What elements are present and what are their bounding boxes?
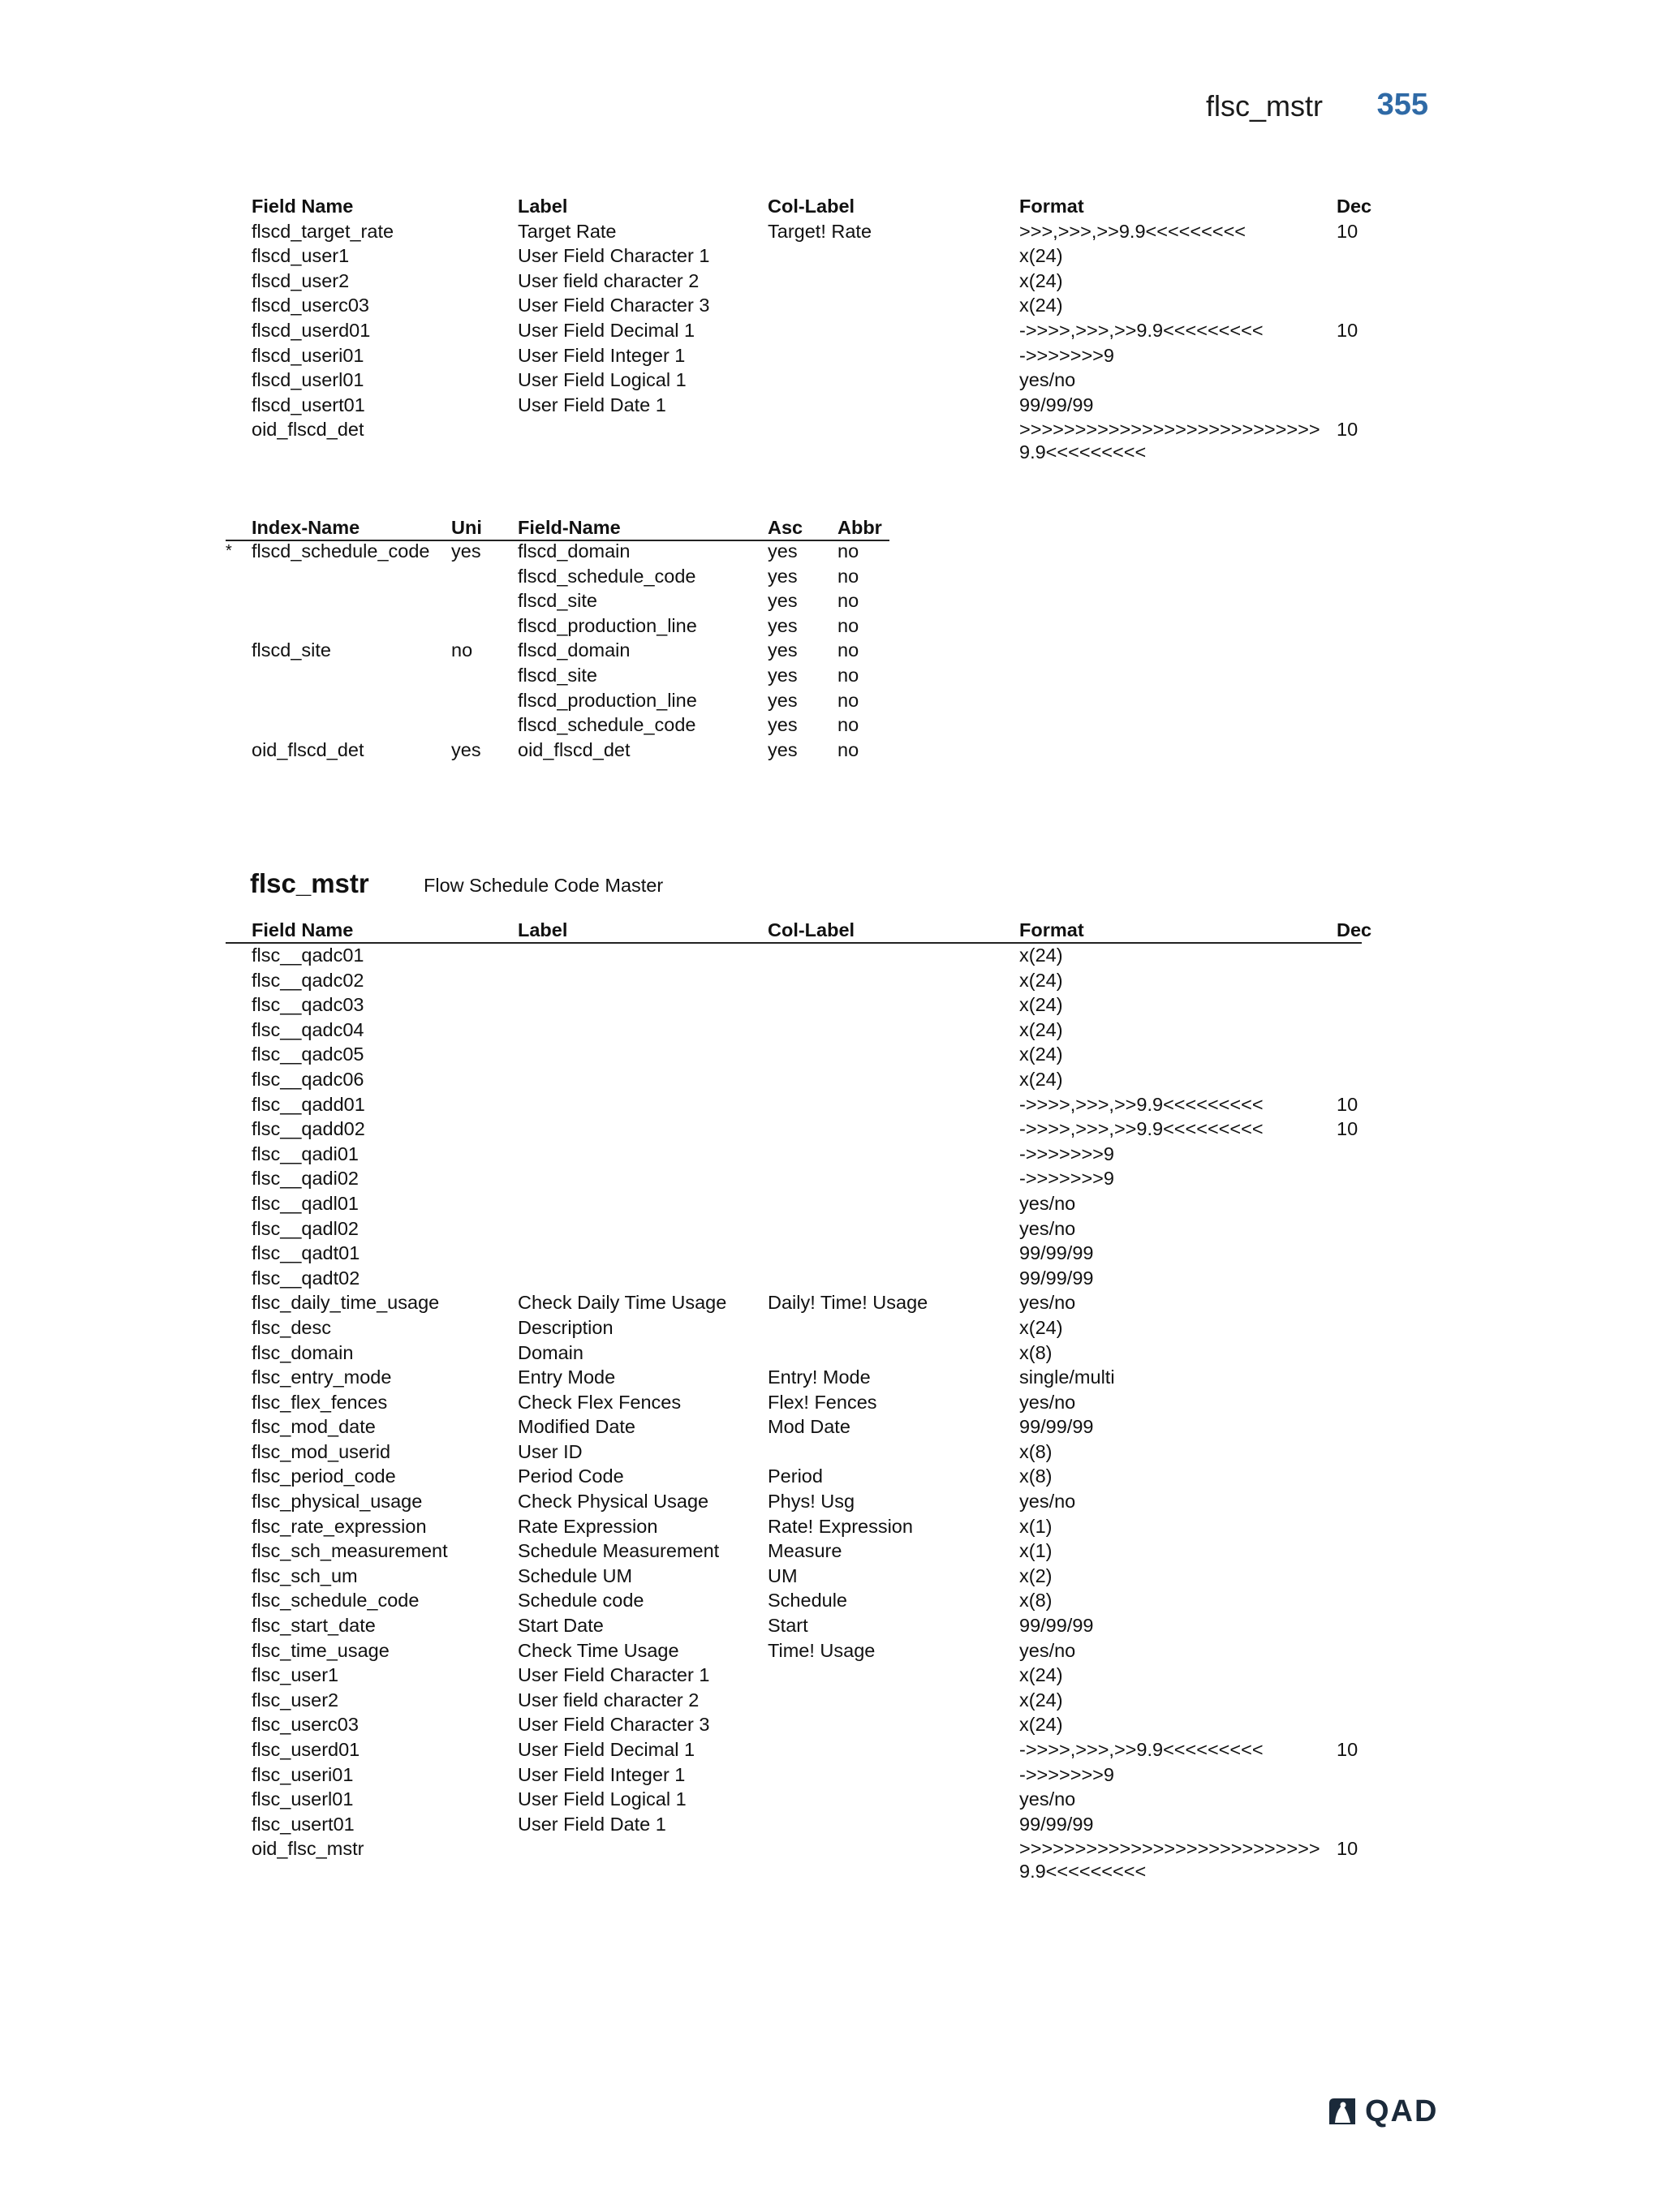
- col-label-cell: UM: [768, 1564, 798, 1586]
- field-name-cell: flscd_user2: [252, 269, 350, 291]
- field-name-cell: flsc_entry_mode: [252, 1366, 392, 1388]
- format-cell: x(8): [1019, 1465, 1053, 1487]
- col-label-cell: Measure: [768, 1540, 842, 1562]
- abbreviated-cell: no: [837, 689, 859, 711]
- format-cell: >>>,>>>,>>9.9<<<<<<<<<: [1019, 220, 1246, 242]
- ascending-cell: yes: [768, 738, 798, 760]
- field-name-cell: flsc_useri01: [252, 1763, 354, 1785]
- field-name-cell: flsc_mod_date: [252, 1416, 376, 1438]
- col-label-cell: Phys! Usg: [768, 1491, 855, 1513]
- format-cell: ->>>>,>>>,>>9.9<<<<<<<<<: [1019, 1118, 1264, 1140]
- header-field-name: Field Name: [252, 919, 354, 940]
- field-name-cell: flsc__qadc05: [252, 1044, 364, 1065]
- index-row: [226, 664, 891, 689]
- field-name-cell: flsc__qadt02: [252, 1267, 360, 1289]
- running-header-title: flsc_mstr: [1206, 89, 1323, 123]
- format-cell: ->>>>>>>9: [1019, 344, 1114, 366]
- format-cell: yes/no: [1019, 369, 1076, 391]
- table-row: [226, 1167, 1362, 1192]
- label-cell: User Field Integer 1: [518, 344, 686, 366]
- table-row: [252, 344, 1388, 369]
- label-cell: User Field Integer 1: [518, 1763, 686, 1785]
- format-cell: yes/no: [1019, 1217, 1076, 1239]
- qad-logo-icon: [1326, 2095, 1358, 2128]
- table-row: [226, 993, 1362, 1018]
- table-row: [226, 1689, 1362, 1714]
- format-cell: 99/99/99: [1019, 1242, 1094, 1264]
- table-row: [226, 1614, 1362, 1639]
- label-cell: Check Time Usage: [518, 1639, 679, 1661]
- ascending-cell: yes: [768, 540, 798, 562]
- ascending-cell: yes: [768, 714, 798, 736]
- ascending-cell: yes: [768, 664, 798, 686]
- page-number: 355: [1376, 88, 1428, 122]
- field-name-cell: flsc_schedule_code: [252, 1590, 420, 1612]
- field-name-cell: flscd_target_rate: [252, 220, 394, 242]
- format-cell: 99/99/99: [1019, 394, 1094, 415]
- field-name-cell: flsc_period_code: [252, 1465, 396, 1487]
- label-cell: Schedule Measurement: [518, 1540, 720, 1562]
- format-cell: ->>>>,>>>,>>9.9<<<<<<<<<: [1019, 1093, 1264, 1115]
- index-field-name-cell: flscd_production_line: [518, 614, 697, 636]
- label-cell: Schedule UM: [518, 1564, 633, 1586]
- header-label: Label: [518, 919, 568, 940]
- table-row: [226, 1192, 1362, 1217]
- table-row: [252, 269, 1388, 295]
- label-cell: Target Rate: [518, 220, 617, 242]
- ascending-cell: yes: [768, 689, 798, 711]
- table-row: [226, 1018, 1362, 1044]
- abbreviated-cell: no: [837, 738, 859, 760]
- table-row: [226, 969, 1362, 994]
- abbreviated-cell: no: [837, 664, 859, 686]
- table-row: [226, 1267, 1362, 1292]
- field-name-cell: oid_flscd_det: [252, 419, 364, 441]
- table-row: [226, 1117, 1362, 1143]
- format-cell: yes/no: [1019, 1639, 1076, 1661]
- dec-cell: 10: [1337, 319, 1358, 341]
- field-name-cell: flsc_domain: [252, 1341, 354, 1363]
- index-field-name-cell: flscd_domain: [518, 639, 631, 661]
- col-label-cell: Schedule: [768, 1590, 847, 1612]
- table-row: [226, 1663, 1362, 1689]
- label-cell: Check Daily Time Usage: [518, 1292, 727, 1314]
- format-cell: ->>>>,>>>,>>9.9<<<<<<<<<: [1019, 1739, 1264, 1760]
- format-cell: x(2): [1019, 1564, 1053, 1586]
- table-row: [226, 1465, 1362, 1490]
- field-name-cell: flsc_flex_fences: [252, 1391, 388, 1413]
- index-row: [226, 589, 891, 614]
- format-cell: x(24): [1019, 1689, 1063, 1711]
- header-field-name: Field-Name: [518, 517, 621, 538]
- dec-cell: 10: [1337, 419, 1358, 441]
- header-format: Format: [1019, 919, 1084, 940]
- table-row: [226, 1093, 1362, 1118]
- field-name-cell: flsc__qadl01: [252, 1192, 359, 1214]
- table-row: [226, 1515, 1362, 1540]
- field-name-cell: flsc__qadl02: [252, 1217, 359, 1239]
- abbreviated-cell: no: [837, 614, 859, 636]
- field-name-cell: flscd_userc03: [252, 295, 369, 316]
- field-name-cell: flsc_sch_measurement: [252, 1540, 448, 1562]
- header-col-label: Col-Label: [768, 919, 855, 940]
- field-name-cell: oid_flsc_mstr: [252, 1838, 364, 1860]
- field-name-cell: flsc__qadd01: [252, 1093, 365, 1115]
- table-row: [226, 1837, 1362, 1887]
- label-cell: Domain: [518, 1341, 583, 1363]
- label-cell: User Field Date 1: [518, 1813, 666, 1835]
- header-col-label: Col-Label: [768, 196, 855, 217]
- abbreviated-cell: no: [837, 540, 859, 562]
- index-field-name-cell: flscd_schedule_code: [518, 565, 696, 587]
- index-row: [226, 689, 891, 714]
- field-name-cell: flsc__qadc01: [252, 945, 364, 966]
- format-cell: yes/no: [1019, 1491, 1076, 1513]
- field-name-cell: flsc_userl01: [252, 1788, 354, 1810]
- label-cell: User Field Date 1: [518, 394, 666, 415]
- format-cell: yes/no: [1019, 1788, 1076, 1810]
- index-field-name-cell: flscd_site: [518, 590, 597, 612]
- field-name-cell: flsc_daily_time_usage: [252, 1292, 440, 1314]
- label-cell: User Field Logical 1: [518, 369, 687, 391]
- table-row: [226, 1068, 1362, 1093]
- label-cell: Description: [518, 1316, 614, 1338]
- index-header-row: [226, 516, 891, 540]
- format-cell: ->>>>>>>9: [1019, 1763, 1114, 1785]
- format-cell: 99/99/99: [1019, 1615, 1094, 1637]
- table-header-row: [252, 195, 1388, 220]
- index-table: [226, 516, 891, 763]
- abbreviated-cell: no: [837, 639, 859, 661]
- field-name-cell: flsc_mod_userid: [252, 1440, 391, 1462]
- col-label-cell: Daily! Time! Usage: [768, 1292, 928, 1314]
- label-cell: Entry Mode: [518, 1366, 616, 1388]
- format-cell: ->>>>>>>9: [1019, 1143, 1114, 1164]
- ascending-cell: yes: [768, 614, 798, 636]
- dec-cell: 10: [1337, 1739, 1358, 1760]
- format-cell: x(24): [1019, 245, 1063, 267]
- header-label: Label: [518, 196, 568, 217]
- field-name-cell: flsc__qadt01: [252, 1242, 360, 1264]
- format-cell: x(24): [1019, 1714, 1063, 1736]
- col-label-cell: Time! Usage: [768, 1639, 876, 1661]
- index-name-cell: flscd_schedule_code: [252, 540, 430, 562]
- format-cell: >>>>>>>>>>>>>>>>>>>>>>>>>>>9.9<<<<<<<<<: [1019, 419, 1320, 463]
- col-label-cell: Start: [768, 1615, 808, 1637]
- header-index-name: Index-Name: [252, 517, 360, 538]
- col-label-cell: Period: [768, 1465, 823, 1487]
- abbreviated-cell: no: [837, 565, 859, 587]
- col-label-cell: Entry! Mode: [768, 1366, 871, 1388]
- table-row: [226, 1043, 1362, 1068]
- format-cell: 99/99/99: [1019, 1416, 1094, 1438]
- table-row: [226, 1143, 1362, 1168]
- label-cell: Schedule code: [518, 1590, 644, 1612]
- table-row: [252, 294, 1388, 319]
- field-name-cell: flsc_userc03: [252, 1714, 359, 1736]
- format-cell: x(8): [1019, 1440, 1053, 1462]
- table-row: [226, 1217, 1362, 1242]
- label-cell: User Field Logical 1: [518, 1788, 687, 1810]
- table-row: [226, 1539, 1362, 1564]
- label-cell: User field character 2: [518, 1689, 700, 1711]
- header-uni: Uni: [451, 517, 482, 538]
- header-field-name: Field Name: [252, 196, 354, 217]
- dec-cell: 10: [1337, 1838, 1358, 1860]
- table-row: [226, 1788, 1362, 1813]
- format-cell: 99/99/99: [1019, 1267, 1094, 1289]
- field-name-cell: flsc__qadc02: [252, 969, 364, 991]
- table-row: [226, 1415, 1362, 1440]
- table-row: [226, 944, 1362, 969]
- field-name-cell: flsc_user1: [252, 1664, 339, 1686]
- index-row: [226, 639, 891, 664]
- header-dec: Dec: [1337, 196, 1372, 217]
- label-cell: User ID: [518, 1440, 583, 1462]
- table-row: [252, 368, 1388, 394]
- fields-table-continued: [252, 195, 1388, 467]
- table-row: [226, 1490, 1362, 1515]
- field-name-cell: flscd_useri01: [252, 344, 364, 366]
- table-row: [252, 394, 1388, 419]
- index-row: [226, 540, 891, 565]
- field-name-cell: flsc_sch_um: [252, 1564, 358, 1586]
- header-asc: Asc: [768, 517, 803, 538]
- field-name-cell: flsc__qadc03: [252, 994, 364, 1016]
- unique-cell: yes: [451, 738, 481, 760]
- label-cell: User Field Decimal 1: [518, 1739, 695, 1760]
- table-row: [226, 1291, 1362, 1316]
- qad-logo-text: QAD: [1365, 2094, 1439, 2128]
- index-field-name-cell: flscd_site: [518, 664, 597, 686]
- abbreviated-cell: no: [837, 714, 859, 736]
- table-row: [226, 1738, 1362, 1763]
- format-cell: x(24): [1019, 994, 1063, 1016]
- table-description: Flow Schedule Code Master: [424, 875, 664, 896]
- table-row: [252, 418, 1388, 467]
- label-cell: Period Code: [518, 1465, 624, 1487]
- ascending-cell: yes: [768, 565, 798, 587]
- field-name-cell: flsc__qadc04: [252, 1018, 364, 1040]
- format-cell: yes/no: [1019, 1192, 1076, 1214]
- index-row: [226, 614, 891, 639]
- index-row: [226, 565, 891, 590]
- format-cell: x(24): [1019, 295, 1063, 316]
- header-format: Format: [1019, 196, 1084, 217]
- unique-cell: no: [451, 639, 473, 661]
- table-header-row: [226, 919, 1372, 944]
- dec-cell: 10: [1337, 220, 1358, 242]
- table-row: [252, 319, 1388, 344]
- fields-table-flsc-mstr: [226, 919, 1372, 1887]
- col-label-cell: Target! Rate: [768, 220, 872, 242]
- table-row: [226, 1242, 1362, 1267]
- format-cell: x(24): [1019, 945, 1063, 966]
- field-name-cell: flsc_userd01: [252, 1739, 360, 1760]
- col-label-cell: Rate! Expression: [768, 1515, 913, 1537]
- field-name-cell: flsc_physical_usage: [252, 1491, 423, 1513]
- label-cell: User Field Decimal 1: [518, 319, 695, 341]
- label-cell: User Field Character 3: [518, 295, 710, 316]
- format-cell: yes/no: [1019, 1391, 1076, 1413]
- format-cell: x(24): [1019, 1068, 1063, 1090]
- field-name-cell: flsc_rate_expression: [252, 1515, 427, 1537]
- format-cell: x(24): [1019, 1664, 1063, 1686]
- table-row: [226, 1813, 1362, 1838]
- index-field-name-cell: flscd_domain: [518, 540, 631, 562]
- format-cell: x(8): [1019, 1341, 1053, 1363]
- field-name-cell: flsc_time_usage: [252, 1639, 390, 1661]
- qad-logo: [1326, 2094, 1448, 2129]
- index-field-name-cell: flscd_schedule_code: [518, 714, 696, 736]
- ascending-cell: yes: [768, 639, 798, 661]
- field-name-cell: flsc__qadi02: [252, 1168, 359, 1190]
- label-cell: Start Date: [518, 1615, 604, 1637]
- label-cell: Check Flex Fences: [518, 1391, 682, 1413]
- field-name-cell: flscd_user1: [252, 245, 350, 267]
- index-field-name-cell: oid_flscd_det: [518, 738, 631, 760]
- label-cell: Rate Expression: [518, 1515, 658, 1537]
- format-cell: x(1): [1019, 1515, 1053, 1537]
- table-row: [226, 1639, 1362, 1664]
- field-name-cell: flscd_userd01: [252, 319, 371, 341]
- index-name-cell: oid_flscd_det: [252, 738, 364, 760]
- index-name-cell: flscd_site: [252, 639, 331, 661]
- label-cell: User Field Character 1: [518, 245, 710, 267]
- dec-cell: 10: [1337, 1093, 1358, 1115]
- field-name-cell: flsc_user2: [252, 1689, 339, 1711]
- field-name-cell: flsc_usert01: [252, 1813, 355, 1835]
- index-row: [226, 738, 891, 764]
- table-row: [252, 220, 1388, 245]
- field-name-cell: flscd_userl01: [252, 369, 364, 391]
- table-row: [226, 1440, 1362, 1465]
- table-row: [226, 1564, 1362, 1590]
- field-name-cell: flscd_usert01: [252, 394, 365, 415]
- table-title: flsc_mstr: [250, 868, 369, 898]
- table-row: [252, 244, 1388, 269]
- ascending-cell: yes: [768, 590, 798, 612]
- field-name-cell: flsc__qadd02: [252, 1118, 365, 1140]
- format-cell: x(24): [1019, 269, 1063, 291]
- label-cell: User Field Character 1: [518, 1664, 710, 1686]
- label-cell: User Field Character 3: [518, 1714, 710, 1736]
- index-row: [226, 713, 891, 738]
- label-cell: Modified Date: [518, 1416, 635, 1438]
- table-row: [226, 1316, 1362, 1341]
- header-dec: Dec: [1337, 919, 1372, 940]
- format-cell: x(24): [1019, 1018, 1063, 1040]
- unique-cell: yes: [451, 540, 481, 562]
- label-cell: Check Physical Usage: [518, 1491, 709, 1513]
- field-name-cell: flsc__qadc06: [252, 1068, 364, 1090]
- format-cell: single/multi: [1019, 1366, 1115, 1388]
- format-cell: >>>>>>>>>>>>>>>>>>>>>>>>>>>9.9<<<<<<<<<: [1019, 1838, 1320, 1883]
- format-cell: ->>>>>>>9: [1019, 1168, 1114, 1190]
- abbreviated-cell: no: [837, 590, 859, 612]
- field-name-cell: flsc_start_date: [252, 1615, 376, 1637]
- table-row: [226, 1763, 1362, 1788]
- table-row: [226, 1366, 1362, 1391]
- primary-index-marker: *: [226, 542, 232, 560]
- format-cell: ->>>>,>>>,>>9.9<<<<<<<<<: [1019, 319, 1264, 341]
- col-label-cell: Mod Date: [768, 1416, 850, 1438]
- format-cell: x(1): [1019, 1540, 1053, 1562]
- label-cell: User field character 2: [518, 269, 700, 291]
- dec-cell: 10: [1337, 1118, 1358, 1140]
- col-label-cell: Flex! Fences: [768, 1391, 877, 1413]
- format-cell: yes/no: [1019, 1292, 1076, 1314]
- index-field-name-cell: flscd_production_line: [518, 689, 697, 711]
- format-cell: x(24): [1019, 969, 1063, 991]
- format-cell: x(8): [1019, 1590, 1053, 1612]
- table-row: [226, 1713, 1362, 1738]
- format-cell: 99/99/99: [1019, 1813, 1094, 1835]
- field-name-cell: flsc__qadi01: [252, 1143, 359, 1164]
- format-cell: x(24): [1019, 1316, 1063, 1338]
- format-cell: x(24): [1019, 1044, 1063, 1065]
- field-name-cell: flsc_desc: [252, 1316, 331, 1338]
- header-abbr: Abbr: [837, 517, 882, 538]
- table-row: [226, 1341, 1362, 1366]
- table-row: [226, 1391, 1362, 1416]
- table-row: [226, 1589, 1362, 1614]
